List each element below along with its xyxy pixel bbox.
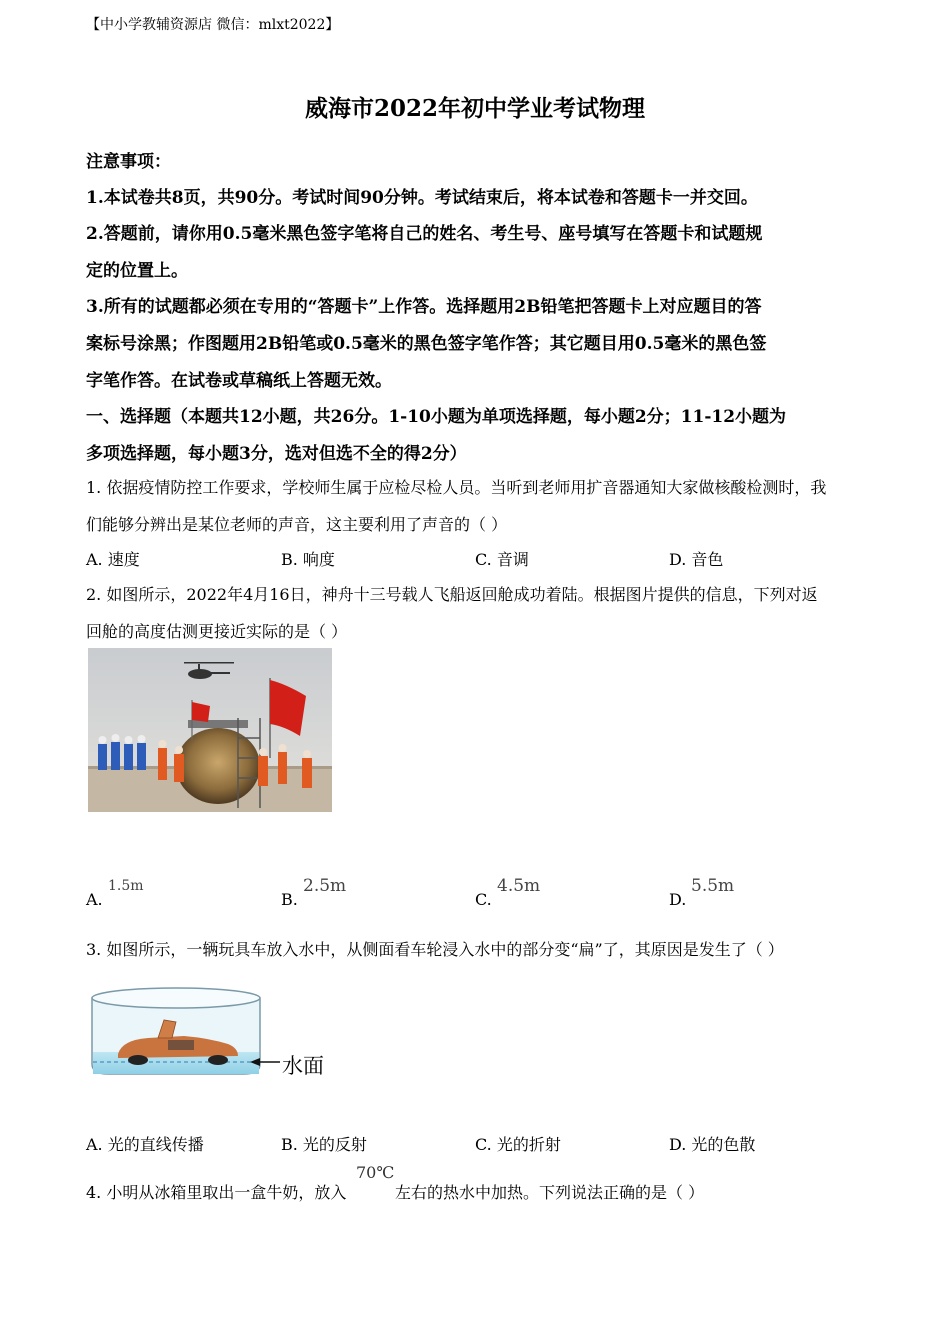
q2-option-b-value: 2.5m — [303, 876, 347, 896]
section-title-b: 多项选择题，每小题3分，选对但选不全的得2分） — [86, 444, 467, 464]
q3-option-a[interactable]: A. 光的直线传播 — [86, 1135, 204, 1154]
q2-option-b-letter[interactable]: B. — [281, 890, 298, 909]
capsule-landing-photo — [88, 648, 332, 812]
q3-option-c[interactable]: C. 光的折射 — [475, 1135, 561, 1154]
q4-line-a: 4. 小明从冰箱里取出一盒牛奶，放入 — [86, 1183, 347, 1202]
q3-option-d[interactable]: D. 光的色散 — [669, 1135, 756, 1154]
q2-options — [86, 878, 866, 918]
q3-option-b[interactable]: B. 光的反射 — [281, 1135, 367, 1154]
notice-line-3c: 字笔作答。在试卷或草稿纸上答题无效。 — [86, 371, 392, 391]
water-surface-label: 水面 — [282, 1054, 324, 1078]
notice-line-3b: 案标号涂黑；作图题用2B铅笔或0.5毫米的黑色签字笔作答；其它题目用0.5毫米的黑色签 — [86, 334, 767, 354]
q2-option-d-letter[interactable]: D. — [669, 890, 687, 909]
q2-option-a-letter[interactable]: A. — [86, 890, 103, 909]
notice-line-3a: 3.所有的试题都必须在专用的“答题卡”上作答。选择题用2B铅笔把答题卡上对应题目的答 — [86, 297, 762, 317]
q1-option-b[interactable]: B. 响度 — [281, 550, 335, 569]
q2-option-c-letter[interactable]: C. — [475, 890, 492, 909]
q2-line-b: 回舱的高度估测更接近实际的是（ ） — [86, 622, 348, 641]
notice-heading: 注意事项： — [86, 152, 171, 172]
q4-temperature: 70℃ — [356, 1163, 395, 1182]
section-title-a: 一、选择题（本题共12小题，共26分。1-10小题为单项选择题，每小题2分；11-12小题为 — [86, 407, 787, 427]
q2-option-c-value: 4.5m — [497, 876, 541, 896]
q1-option-d[interactable]: D. 音色 — [669, 550, 724, 569]
q1-line-b: 们能够分辨出是某位老师的声音，这主要利用了声音的（ ） — [86, 515, 508, 534]
page-title: 威海市2022年初中学业考试物理 — [304, 95, 645, 122]
q1-line-a: 1. 依据疫情防控工作要求，学校师生属于应检尽检人员。当听到老师用扩音器通知大家做核酸检测时，我 — [86, 478, 827, 497]
q2-line-a: 2. 如图所示，2022年4月16日，神舟十三号载人飞船返回舱成功着陆。根据图片提供的信息，下列对返 — [86, 585, 818, 604]
page-header: 【中小学教辅资源店 微信：mlxt2022】 — [86, 17, 340, 33]
q1-option-a[interactable]: A. 速度 — [86, 550, 140, 569]
notice-line-2a: 2.答题前，请你用0.5毫米黑色签字笔将自己的姓名、考生号、座号填写在答题卡和试题规 — [86, 224, 763, 244]
notice-line-2b: 定的位置上。 — [86, 261, 188, 281]
q1-option-c[interactable]: C. 音调 — [475, 550, 529, 569]
q3-line-a: 3. 如图所示，一辆玩具车放入水中，从侧面看车轮浸入水中的部分变“扁”了，其原因是发生了（ ） — [86, 940, 784, 959]
q2-option-a-value: 1.5m — [108, 878, 144, 894]
q2-option-d-value: 5.5m — [691, 876, 735, 896]
q4-line-b: 左右的热水中加热。下列说法正确的是（ ） — [395, 1183, 705, 1202]
notice-line-1: 1.本试卷共8页，共90分。考试时间90分钟。考试结束后，将本试卷和答题卡一并交回。 — [86, 188, 758, 208]
